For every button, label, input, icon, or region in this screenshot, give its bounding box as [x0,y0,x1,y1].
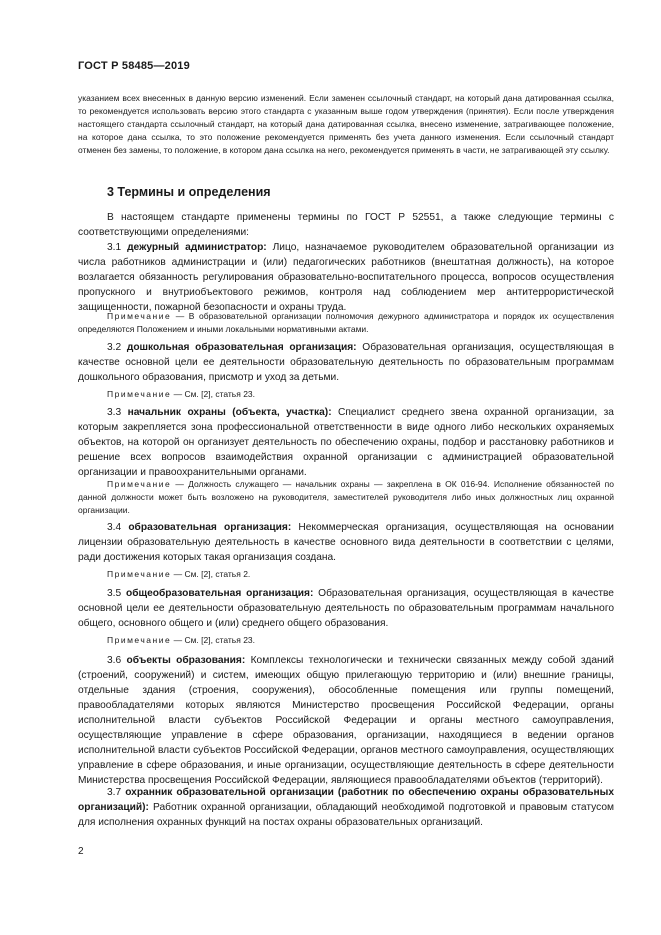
term-definition-paragraph [78,240,614,315]
standard-code-header: ГОСТ Р 58485—2019 [78,60,190,72]
term-3-7 [78,785,614,830]
term-definition: Специалист среднего звена охранной организации, за которым закрепляется зона профессиональной ответственности в виде одного либо нескольких охраняемых объектов, на которой он организует деятельность по обеспечению охраны, подбор и расстановку работников и решение всех вопросов взаимодействия охранной организации с администрацией образовательной организации и правоохранительными органами. [78,407,614,478]
note-paragraph [78,310,614,336]
term-name: начальник охраны (объекта, участка): [127,407,332,418]
term-definition: Работник охранной организации, обладающий необходимой подготовкой и правовым статусом для исполнения охранных функций на постах охраны образовательных организаций. [78,802,614,828]
term-definition: Образовательная организация, осуществляющая в качестве основной цели ее деятельности образовательную деятельность по образовательным программам дошкольного образования, присмотр и уход за детьми. [78,342,614,383]
note-paragraph [78,388,614,401]
note-paragraph [78,634,614,647]
term-3-6 [78,653,614,788]
note-paragraph [78,568,614,581]
intro-paragraph: указанием всех внесенных в данную версию изменений. Если заменен ссылочный стандарт, на который дана датированная ссылка, то рекомендуется использовать версию этого стандарта с указанным выше годом утверждения (принятия). Если после утверждения настоящего стандарта ссылочный стандарт, на который дана датированная ссылка, внесено изменение, затрагивающее положение, на которое дана ссылка, то это положение рекомендуется применять без учета данного изменения. Если ссылочный стандарт отменен без замены, то положение, в котором дана ссылка на него, рекомендуется применять в части, не затрагивающей эту ссылку. [78,93,614,155]
term-definition-paragraph [78,785,614,830]
term-name: дежурный администратор: [127,242,267,253]
term-3-2-note [78,388,614,401]
note-paragraph [78,478,614,517]
note-text: — См. [2], статья 23. [173,635,256,645]
term-definition-paragraph [78,340,614,385]
section-lead: В настоящем стандарте применены термины по ГОСТ Р 52551, а также следующие термины с соответствующими определениями: [78,212,614,238]
term-name: объекты образования: [126,655,246,666]
note-label: Примечание [107,389,172,399]
term-definition: Комплексы технологически и технически связанных между собой зданий (строений, сооружений) и систем, имеющих общую прилегающую территорию и (или) внешние границы, отдельные здания (строения, сооружения), обособленные помещения или группы помещений, правообладателями которых являются Министерство просвещения Российской Федерации, органы исполнительной власти субъектов Российской Федерации и органы местного самоуправления, осуществляющие управление в сфере образования, организации, находящиеся в ведении органов исполнительной власти субъектов Российской Федерации, органов местного самоуправления, осуществляющих управление в сфере образования, и иные организации, осуществляющие деятельность в сфере деятельности Министерства просвещения Российской Федерации, являющиеся правообладателями объектов (территорий). [78,655,614,786]
term-3-1-note [78,310,614,336]
term-3-2 [78,340,614,385]
term-number: 3.1 [107,242,122,253]
term-name: образовательная организация: [128,522,292,533]
term-definition: Образовательная организация, осуществляющая в качестве основной цели ее деятельности образовательную деятельность по образовательным программам начального общего, основного общего и (или) среднего общего образования. [78,588,614,629]
term-definition: Лицо, назначаемое руководителем образовательной организации из числа работников администрации и (или) педагогических работников (внештатная должность), на которое возлагается обязанность регулирования образовательно-воспитательного процесса, вопросов осуществления пропускного и внутриобъектового режимов, контроля над соблюдением мер антитеррористической защищенности, пожарной безопасности и охраны труда. [78,242,614,313]
term-definition-paragraph [78,520,614,565]
term-number: 3.3 [107,407,122,418]
term-name: общеобразовательная организация: [126,588,314,599]
term-name: дошкольная образовательная организация: [126,342,357,353]
term-3-4 [78,520,614,565]
term-definition-paragraph [78,653,614,788]
term-number: 3.7 [107,787,122,798]
page-number: 2 [78,846,84,857]
term-number: 3.2 [107,342,122,353]
term-definition: Некоммерческая организация, осуществляющая на основании лицензии образовательную деятельность в качестве основного вида деятельности в соответствии с целями, ради достижения которых такая организация создана. [78,522,614,563]
term-3-4-note [78,568,614,581]
note-text: — В образовательной организации полномочия дежурного администратора и порядок их осуществления определяются Положением и иными локальными нормативными актами. [78,311,614,334]
term-3-3 [78,405,614,480]
note-label: Примечание [107,635,172,645]
term-3-5-note [78,634,614,647]
section-title: 3 Термины и определения [107,185,271,199]
note-text: — См. [2], статья 2. [173,569,251,579]
term-name: охранник образовательной организации (работник по обеспечению охраны образовательных организаций): [78,787,614,813]
term-definition-paragraph [78,586,614,631]
note-label: Примечание [107,311,172,321]
section-lead-block [78,210,614,240]
term-definition-paragraph [78,405,614,480]
term-number: 3.5 [107,588,122,599]
note-text: — См. [2], статья 23. [173,389,256,399]
note-label: Примечание [107,479,172,489]
note-label: Примечание [107,569,172,579]
intro-block [78,92,614,157]
section-heading-block [78,185,614,199]
note-text: — Должность служащего — начальник охраны — закреплена в ОК 016-94. Исполнение обязанностей по данной должности может быть возложено на руководителя, заместителей руководителя либо иных должностных лиц охранной организации. [78,479,614,515]
term-number: 3.6 [107,655,122,666]
term-3-1 [78,240,614,315]
term-3-3-note [78,478,614,517]
term-3-5 [78,586,614,631]
term-number: 3.4 [107,522,122,533]
